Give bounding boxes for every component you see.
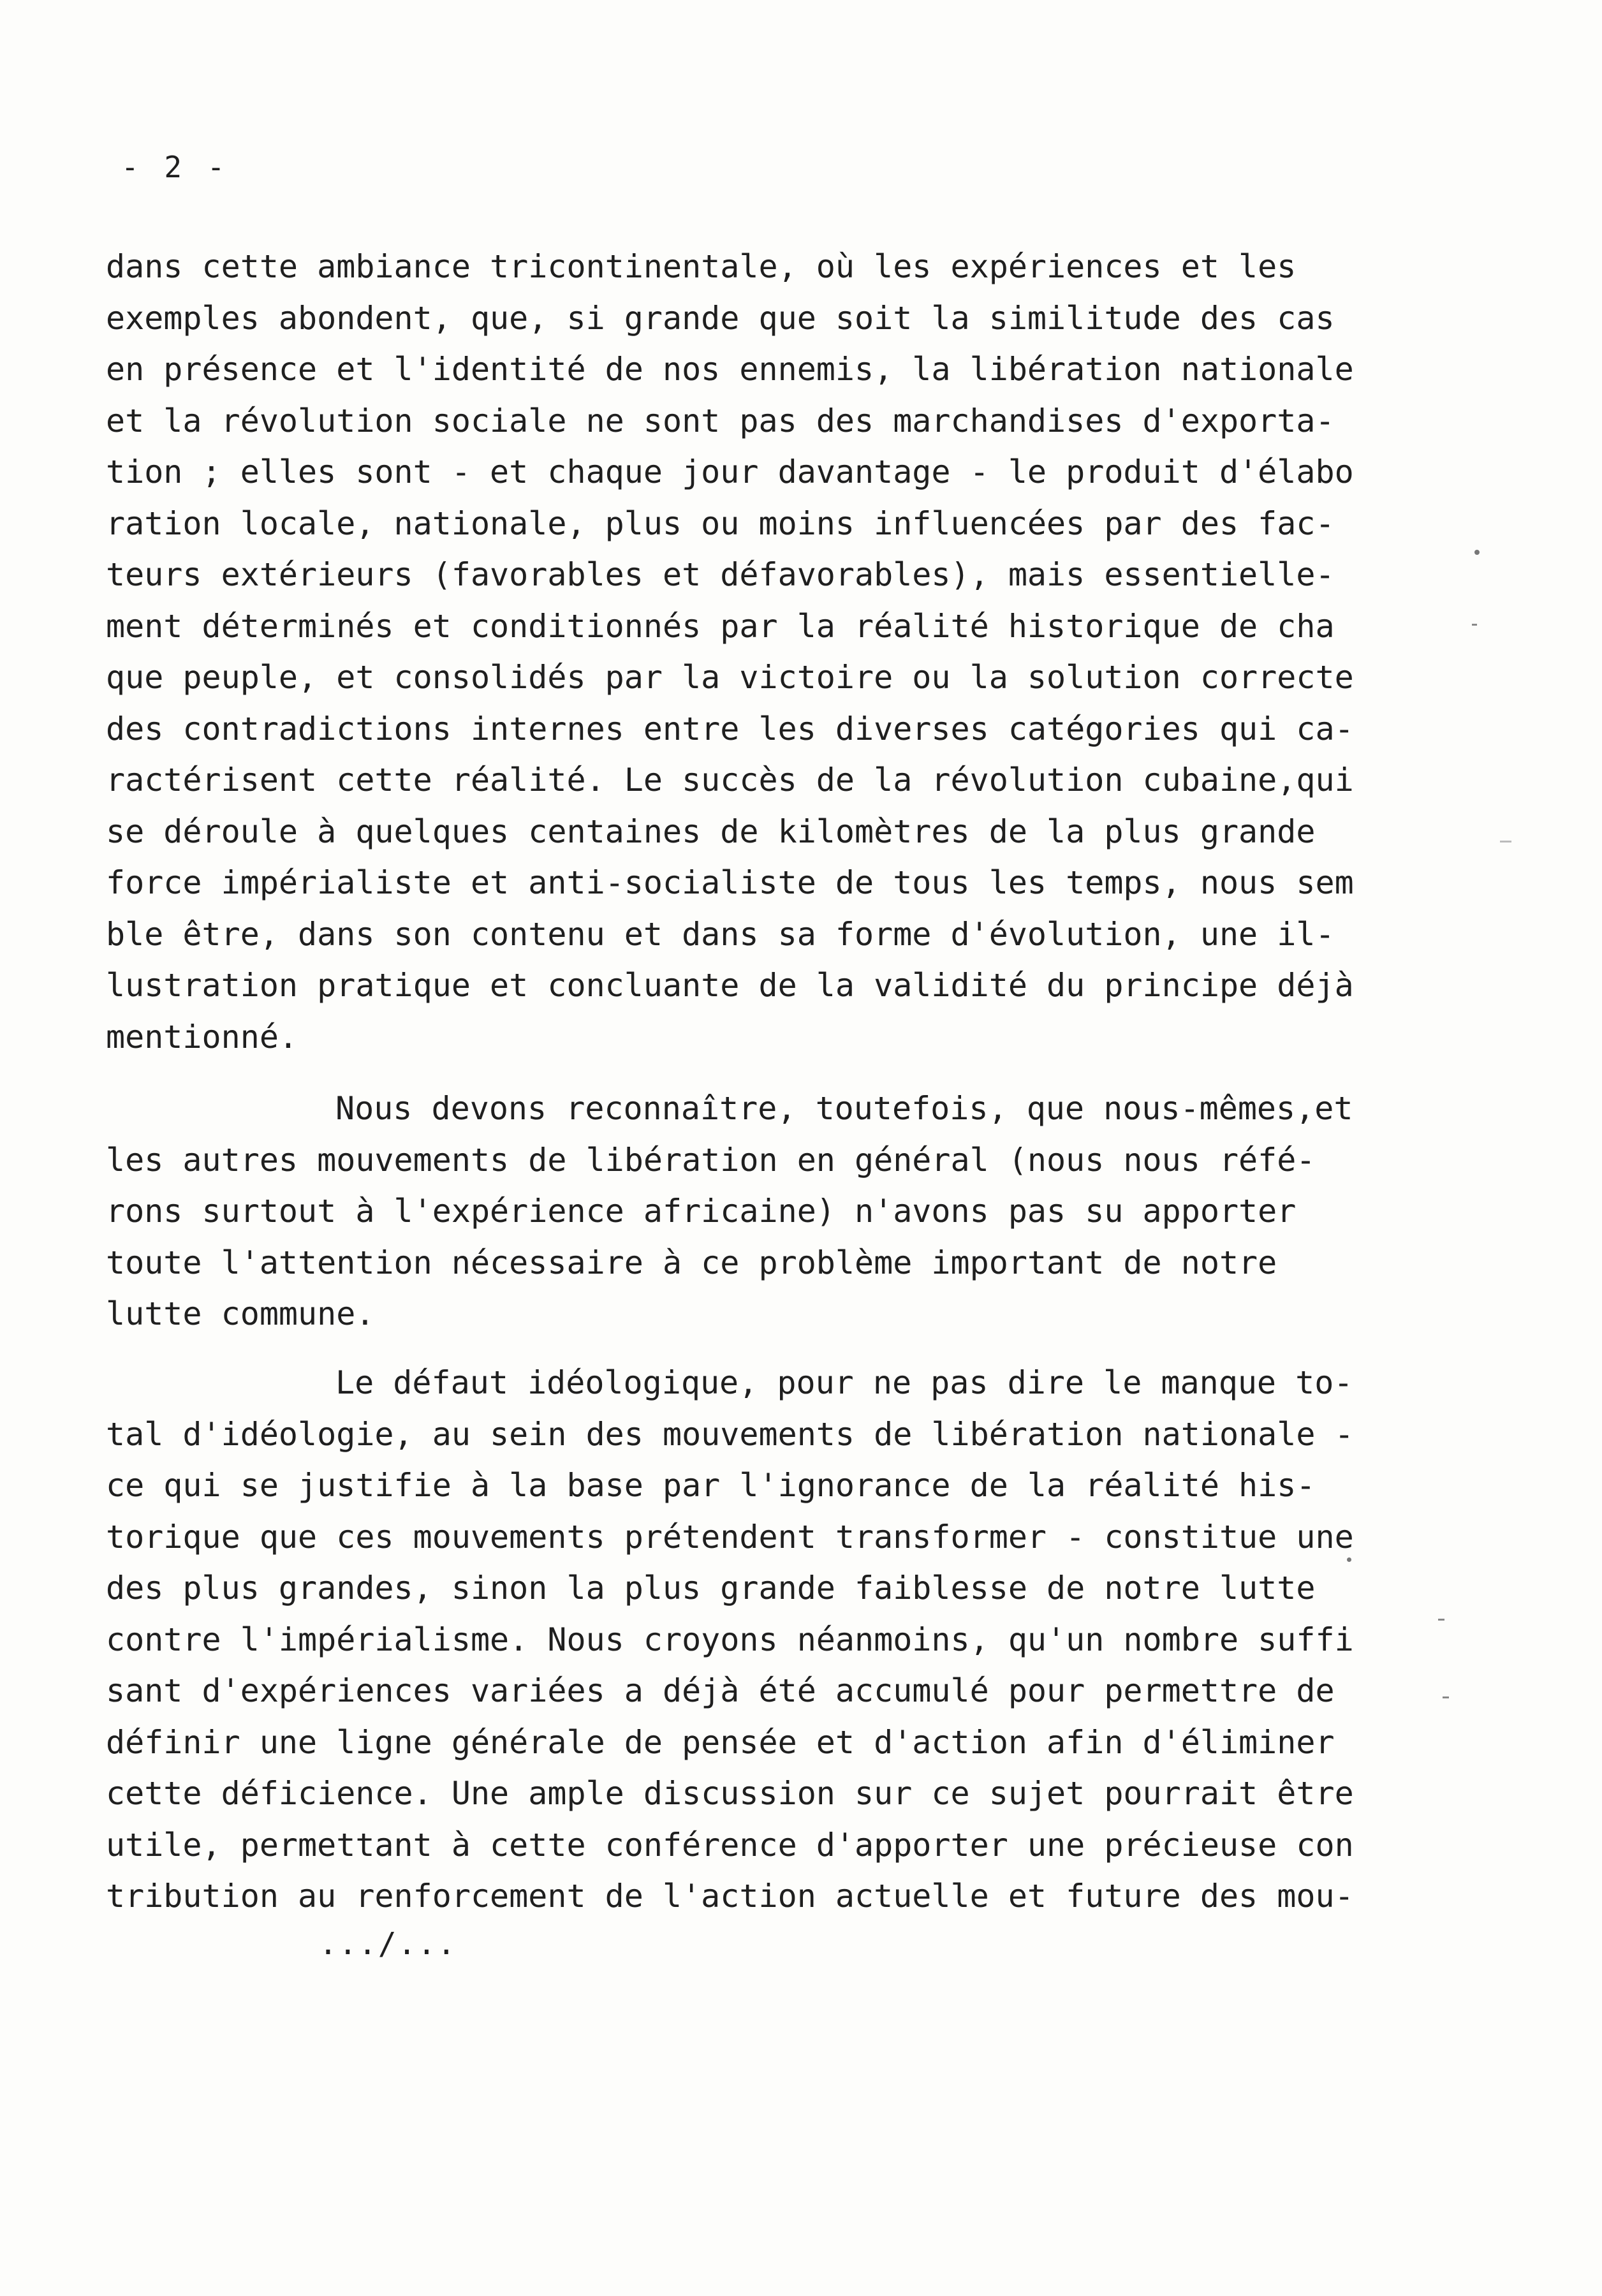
text-line: les autres mouvements de libération en général (nous nous réfé- (106, 1141, 1316, 1179)
text-line: se déroule à quelques centaines de kilomètres de la plus grande (106, 813, 1316, 850)
text-line: en présence et l'identité de nos ennemis, la libération nationale (106, 351, 1354, 388)
text-line: toute l'attention nécessaire à ce problème important de notre (106, 1244, 1277, 1281)
text-line: dans cette ambiance tricontinentale, où les expériences et les (106, 248, 1297, 285)
text-line: définir une ligne générale de pensée et d'action afin d'éliminer (106, 1723, 1335, 1761)
continuation-mark: .../... (319, 1926, 457, 1962)
text-line: exemples abondent, que, si grande que soit la similitude des cas (106, 299, 1335, 337)
text-line: que peuple, et consolidés par la victoire ou la solution correcte (106, 659, 1354, 696)
scan-mark (1472, 624, 1477, 626)
paragraph-1 (106, 241, 1354, 1063)
text-line: et la révolution sociale ne sont pas des marchandises d'exporta- (106, 402, 1335, 439)
paragraph-3 (106, 1357, 1354, 1922)
text-line: ment déterminés et conditionnés par la réalité historique de cha (106, 607, 1335, 645)
text-line: des plus grandes, sinon la plus grande faiblesse de notre lutte (106, 1570, 1316, 1607)
text-line: force impérialiste et anti-socialiste de tous les temps, nous sem (106, 864, 1354, 901)
text-line: utile, permettant à cette conférence d'apporter une précieuse con (106, 1826, 1354, 1864)
text-line: lutte commune. (106, 1295, 375, 1332)
text-line: ce qui se justifie à la base par l'ignorance de la réalité his- (106, 1467, 1316, 1504)
scan-mark (1500, 841, 1511, 843)
text-line: tal d'idéologie, au sein des mouvements de libération nationale - (106, 1415, 1354, 1453)
text-line: tion ; elles sont - et chaque jour davantage - le produit d'élabo (106, 453, 1354, 490)
text-line: tribution au renforcement de l'action actuelle et future des mou- (106, 1878, 1354, 1915)
text-line: ractérisent cette réalité. Le succès de la révolution cubaine,qui (106, 762, 1354, 798)
scan-speck (1347, 1557, 1351, 1562)
text-line: Le défaut idéologique, pour ne pas dire le manque to- (335, 1364, 1353, 1401)
text-line: des contradictions internes entre les diverses catégories qui ca- (106, 710, 1354, 747)
text-line: sant d'expériences variées a déjà été accumulé pour permettre de (106, 1672, 1335, 1709)
paragraph-2 (106, 1083, 1353, 1340)
text-line: cette déficience. Une ample discussion sur ce sujet pourrait être (106, 1775, 1354, 1812)
text-line: torique que ces mouvements prétendent transformer - constitue une (106, 1518, 1354, 1556)
text-line: teurs extérieurs (favorables et défavorables), mais essentielle- (106, 556, 1335, 593)
text-line: ble être, dans son contenu et dans sa forme d'évolution, une il- (106, 915, 1335, 953)
scan-mark (1443, 1696, 1449, 1698)
text-line: mentionné. (106, 1018, 298, 1056)
text-line: contre l'impérialisme. Nous croyons néanmoins, qu'un nombre suffi (106, 1621, 1354, 1658)
text-line: ration locale, nationale, plus ou moins influencées par des fac- (106, 504, 1335, 542)
scan-mark (1438, 1619, 1444, 1621)
text-line: rons surtout à l'expérience africaine) n'avons pas su apporter (106, 1193, 1297, 1230)
page-number: - 2 - (121, 150, 229, 184)
scan-speck (1474, 550, 1480, 555)
text-line: lustration pratique et concluante de la validité du principe déjà (106, 967, 1354, 1004)
text-line: Nous devons reconnaître, toutefois, que nous-mêmes,et (335, 1090, 1353, 1127)
